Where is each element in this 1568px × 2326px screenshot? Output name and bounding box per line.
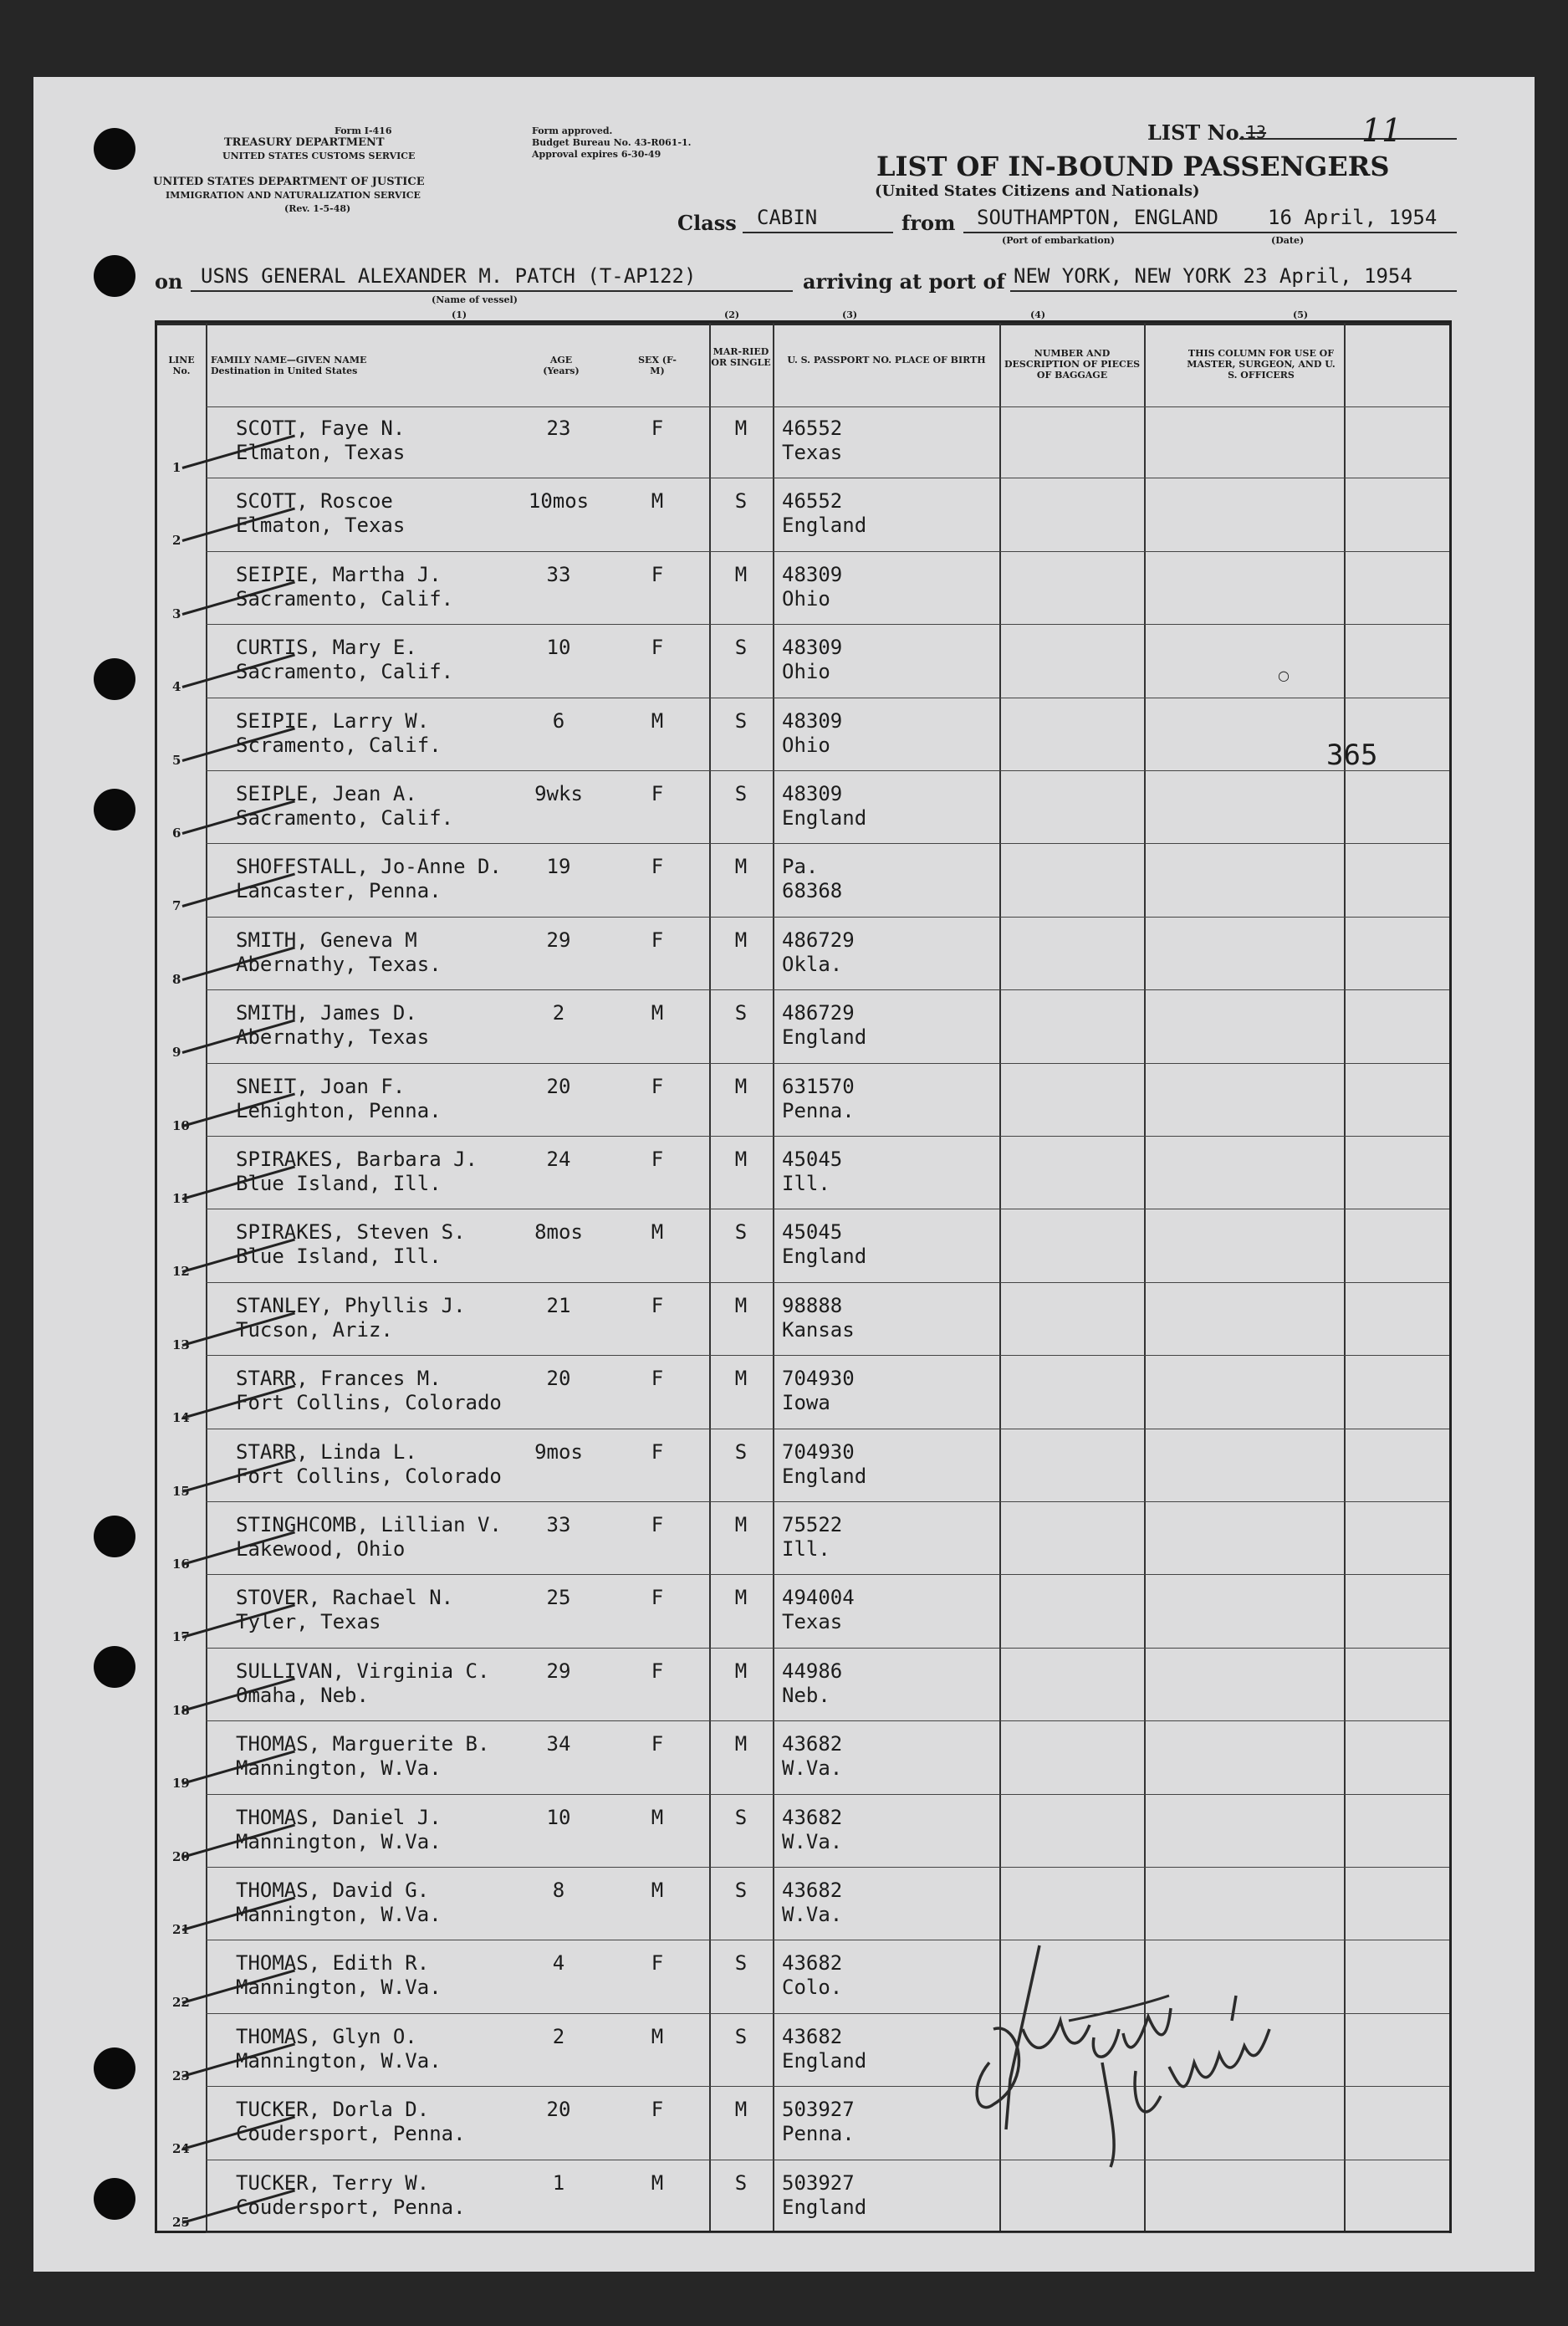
line-number: 16 — [172, 1557, 190, 1572]
binder-hole — [94, 2047, 135, 2089]
header-age: AGE (Years) — [543, 355, 580, 376]
binder-hole — [94, 789, 135, 831]
line-number: 9 — [172, 1045, 181, 1061]
form-id: Form I-416 — [335, 125, 392, 136]
binder-hole — [94, 1516, 135, 1557]
place-of-birth: Penna. — [782, 2122, 855, 2146]
passenger-age: 20 — [546, 1074, 571, 1098]
header-name: FAMILY NAME—GIVEN NAME Destination in United States — [211, 355, 367, 376]
place-of-birth: W.Va. — [782, 1903, 843, 1926]
marital-status: S — [734, 1001, 748, 1025]
passport-number: 48309 — [782, 708, 843, 733]
passenger-name: SHOFFSTALL, Jo-Anne D. — [236, 855, 502, 879]
passenger-name: SMITH, James D. — [236, 1001, 417, 1025]
passenger-name: STINGHCOMB, Lillian V. — [236, 1513, 502, 1536]
passport-number: 486729 — [782, 1001, 855, 1025]
line-number: 22 — [172, 1995, 190, 2011]
line-number: 11 — [172, 1191, 190, 1206]
passenger-sex: F — [651, 782, 664, 805]
passenger-destination: Sacramento, Calif. — [236, 660, 454, 684]
passenger-sex: F — [651, 928, 664, 952]
table-row — [157, 699, 1449, 772]
table-row — [157, 918, 1449, 991]
passenger-name: STANLEY, Phyllis J. — [236, 1293, 466, 1317]
col-num-3: (3) — [842, 309, 858, 320]
marital-status: M — [734, 417, 748, 440]
header-married: MAR-RIED OR SINGLE — [711, 346, 771, 368]
passenger-destination: Elmaton, Texas — [236, 441, 406, 464]
passenger-destination: Coudersport, Penna. — [236, 2122, 466, 2146]
passenger-sex: F — [651, 417, 664, 440]
line-number: 25 — [172, 2214, 190, 2230]
line-number: 4 — [172, 679, 181, 695]
passenger-name: CURTIS, Mary E. — [236, 636, 417, 660]
col-num-5: (5) — [1293, 309, 1309, 320]
customs-service: UNITED STATES CUSTOMS SERVICE — [222, 151, 416, 161]
passenger-name: SULLIVAN, Virginia C. — [236, 1659, 490, 1683]
line-number: 3 — [172, 606, 181, 621]
passenger-destination: Mannington, W.Va. — [236, 1976, 442, 2000]
list-no-new: 11 — [1361, 112, 1402, 149]
passenger-sex: F — [651, 1513, 664, 1536]
marital-status: M — [734, 1586, 748, 1610]
passenger-sex: F — [651, 1732, 664, 1756]
class-label: Class — [677, 211, 737, 235]
line-number: 2 — [172, 533, 181, 549]
ins-label: IMMIGRATION AND NATURALIZATION SERVICE — [166, 190, 421, 201]
passport-number: 48309 — [782, 782, 843, 805]
passenger-destination: Abernathy, Texas — [236, 1025, 430, 1050]
passenger-name: STARR, Frances M. — [236, 1367, 442, 1391]
passenger-destination: Tyler, Texas — [236, 1610, 381, 1634]
binder-hole — [94, 1646, 135, 1688]
list-no-old: 13 — [1246, 122, 1267, 142]
treasury-department: TREASURY DEPARTMENT — [224, 136, 385, 149]
passport-number: 631570 — [782, 1074, 855, 1098]
passenger-age: 2 — [552, 2024, 565, 2048]
passenger-age: 10 — [546, 636, 571, 660]
passenger-destination: Tucson, Ariz. — [236, 1317, 393, 1342]
place-of-birth: Ill. — [782, 1537, 830, 1561]
place-of-birth: 68368 — [782, 879, 843, 903]
passenger-destination: Fort Collins, Colorado — [236, 1464, 502, 1488]
passenger-sex: F — [651, 1659, 664, 1683]
marital-status: S — [734, 1805, 748, 1829]
passenger-name: THOMAS, Glyn O. — [236, 2024, 417, 2048]
place-of-birth: Texas — [782, 441, 843, 464]
place-of-birth: England — [782, 1025, 867, 1050]
budget-bureau: Budget Bureau No. 43-R061-1. — [532, 137, 692, 148]
passenger-sex: M — [651, 2170, 664, 2195]
passenger-sex: F — [651, 1951, 664, 1976]
passport-number: 46552 — [782, 417, 843, 440]
marital-status: M — [734, 2098, 748, 2122]
line-number: 23 — [172, 2068, 190, 2083]
line-number: 6 — [172, 826, 181, 841]
passport-number: 704930 — [782, 1367, 855, 1391]
passenger-sex: M — [651, 1001, 664, 1025]
place-of-birth: England — [782, 514, 867, 538]
vessel-caption: (Name of vessel) — [432, 294, 518, 305]
passenger-age: 1 — [552, 2170, 565, 2195]
passport-number: 48309 — [782, 636, 843, 660]
form-approved: Form approved. — [532, 125, 613, 136]
passenger-name: SEIPIE, Larry W. — [236, 708, 430, 733]
marital-status: S — [734, 782, 748, 805]
on-label: on — [155, 269, 183, 294]
passenger-destination: Sacramento, Calif. — [236, 806, 454, 830]
passenger-table — [155, 320, 1452, 2233]
passport-number: 43682 — [782, 2024, 843, 2048]
table-row — [157, 479, 1449, 552]
marital-status: M — [734, 562, 748, 586]
line-number: 1 — [172, 460, 181, 475]
passenger-age: 29 — [546, 928, 571, 952]
passenger-age: 25 — [546, 1586, 571, 1610]
marital-status: M — [734, 1293, 748, 1317]
passenger-destination: Mannington, W.Va. — [236, 1829, 442, 1853]
place-of-birth: Kansas — [782, 1317, 855, 1342]
passport-number: 44986 — [782, 1659, 843, 1683]
binder-hole — [94, 2178, 135, 2220]
passport-number: 46552 — [782, 489, 843, 514]
line-number: 14 — [172, 1410, 190, 1426]
date-caption: (Date) — [1271, 235, 1305, 246]
marital-status: S — [734, 489, 748, 514]
passenger-name: THOMAS, Edith R. — [236, 1951, 430, 1976]
table-row — [157, 1210, 1449, 1283]
passenger-age: 33 — [546, 1513, 571, 1536]
line-number: 15 — [172, 1483, 190, 1499]
approval-expires: Approval expires 6-30-49 — [532, 149, 661, 160]
table-row — [157, 772, 1449, 845]
passport-number: 45045 — [782, 1148, 843, 1171]
table-row — [157, 1430, 1449, 1503]
passenger-age: 4 — [552, 1951, 565, 1976]
passenger-destination: Blue Island, Ill. — [236, 1245, 442, 1269]
col-num-1: (1) — [452, 309, 467, 320]
table-row — [157, 553, 1449, 626]
small-mark: ○ — [1278, 667, 1290, 683]
passenger-age: 33 — [546, 562, 571, 586]
place-of-birth: Ohio — [782, 586, 830, 611]
table-row — [157, 991, 1449, 1064]
passenger-name: SEIPLE, Jean A. — [236, 782, 417, 805]
place-of-birth: Iowa — [782, 1391, 830, 1415]
marital-status: M — [734, 1732, 748, 1756]
marital-status: M — [734, 1148, 748, 1171]
line-number: 24 — [172, 2141, 190, 2157]
header-line-no: LINE No. — [168, 355, 195, 376]
signature — [943, 1929, 1378, 2180]
marital-status: M — [734, 928, 748, 952]
table-row — [157, 1576, 1449, 1649]
line-number: 13 — [172, 1337, 190, 1352]
officer-annotation-number: 365 — [1326, 739, 1378, 772]
table-row — [157, 1065, 1449, 1137]
passenger-age: 24 — [546, 1148, 571, 1171]
passenger-age: 10 — [546, 1805, 571, 1829]
passenger-name: STOVER, Rachael N. — [236, 1586, 454, 1610]
department-of-justice: UNITED STATES DEPARTMENT OF JUSTICE — [153, 176, 425, 188]
passenger-destination: Blue Island, Ill. — [236, 1172, 442, 1195]
passport-number: 98888 — [782, 1293, 843, 1317]
passenger-sex: F — [651, 855, 664, 879]
embarkation-date: 16 April, 1954 — [1268, 206, 1438, 229]
passenger-name: THOMAS, Marguerite B. — [236, 1732, 490, 1756]
passport-number: 43682 — [782, 1879, 843, 1902]
passenger-name: SCOTT, Faye N. — [236, 417, 406, 440]
place-of-birth: England — [782, 1245, 867, 1269]
passenger-destination: Lakewood, Ohio — [236, 1537, 406, 1561]
place-of-birth: Ill. — [782, 1172, 830, 1195]
passenger-name: SNEIT, Joan F. — [236, 1074, 406, 1098]
revision-date: (Rev. 1-5-48) — [284, 203, 351, 214]
passenger-sex: F — [651, 1148, 664, 1171]
passport-number: 75522 — [782, 1513, 843, 1536]
place-of-birth: Ohio — [782, 733, 830, 757]
passport-number: 43682 — [782, 1805, 843, 1829]
passenger-sex: M — [651, 1805, 664, 1829]
table-row — [157, 406, 1449, 479]
line-number: 19 — [172, 1776, 190, 1792]
port-of-embarkation: SOUTHAMPTON, ENGLAND — [977, 206, 1218, 229]
passport-number: 45045 — [782, 1220, 843, 1245]
table-row — [157, 1796, 1449, 1868]
table-row — [157, 1722, 1449, 1795]
binder-hole — [94, 658, 135, 700]
passport-number: 486729 — [782, 928, 855, 952]
binder-hole — [94, 255, 135, 297]
passenger-sex: F — [651, 1439, 664, 1464]
col-num-2: (2) — [724, 309, 740, 320]
line-number: 21 — [172, 1922, 190, 1937]
marital-status: M — [734, 1074, 748, 1098]
table-row — [157, 845, 1449, 918]
passenger-destination: Coudersport, Penna. — [236, 2195, 466, 2219]
passenger-sex: M — [651, 1220, 664, 1245]
table-row — [157, 1357, 1449, 1429]
marital-status: M — [734, 1659, 748, 1683]
line-number: 18 — [172, 1702, 190, 1718]
place-of-birth: Okla. — [782, 952, 843, 976]
passenger-destination: Mannington, W.Va. — [236, 2048, 442, 2073]
passenger-destination: Scramento, Calif. — [236, 733, 442, 757]
document-title: LIST OF IN-BOUND PASSENGERS — [876, 151, 1390, 182]
place-of-birth: England — [782, 2048, 867, 2073]
passenger-sex: F — [651, 2098, 664, 2122]
passenger-sex: M — [651, 708, 664, 733]
line-number: 7 — [172, 898, 181, 914]
passenger-age: 20 — [546, 2098, 571, 2122]
passenger-sex: M — [651, 1879, 664, 1902]
place-of-birth: Ohio — [782, 660, 830, 684]
passport-number: 503927 — [782, 2170, 855, 2195]
place-of-birth: W.Va. — [782, 1829, 843, 1853]
place-of-birth: W.Va. — [782, 1756, 843, 1781]
marital-status: M — [734, 1367, 748, 1391]
passenger-name: SCOTT, Roscoe — [236, 489, 393, 514]
header-baggage: NUMBER AND DESCRIPTION OF PIECES OF BAGGAGE — [1004, 348, 1141, 381]
marital-status: S — [734, 636, 748, 660]
table-row — [157, 626, 1449, 698]
line-number: 20 — [172, 1848, 190, 1864]
line-number: 10 — [172, 1117, 190, 1133]
passenger-age: 20 — [546, 1367, 571, 1391]
header-sex: SEX (F-M) — [638, 355, 677, 376]
passenger-sex: M — [651, 489, 664, 514]
marital-status: S — [734, 2170, 748, 2195]
table-row — [157, 1284, 1449, 1357]
passenger-age: 19 — [546, 855, 571, 879]
passenger-age: 29 — [546, 1659, 571, 1683]
passenger-age: 9wks — [534, 782, 583, 805]
passport-number: 494004 — [782, 1586, 855, 1610]
marital-status: S — [734, 708, 748, 733]
marital-status: S — [734, 1951, 748, 1976]
marital-status: M — [734, 1513, 748, 1536]
passenger-destination: Lehighton, Penna. — [236, 1098, 442, 1122]
passport-number: 48309 — [782, 562, 843, 586]
passenger-destination: Fort Collins, Colorado — [236, 1391, 502, 1415]
passport-number: 704930 — [782, 1439, 855, 1464]
from-label: from — [901, 211, 956, 235]
passenger-age: 10mos — [528, 489, 590, 514]
passenger-name: THOMAS, Daniel J. — [236, 1805, 442, 1829]
place-of-birth: Texas — [782, 1610, 843, 1634]
passport-number: Pa. — [782, 855, 819, 879]
passenger-sex: F — [651, 1586, 664, 1610]
line-number: 12 — [172, 1264, 190, 1280]
document-subtitle: (United States Citizens and Nationals) — [875, 182, 1200, 200]
table-row — [157, 1503, 1449, 1576]
line-number: 8 — [172, 971, 181, 987]
passenger-name: TUCKER, Terry W. — [236, 2170, 430, 2195]
passenger-sex: F — [651, 1293, 664, 1317]
passenger-name: SEIPIE, Martha J. — [236, 562, 442, 586]
place-of-birth: Penna. — [782, 1098, 855, 1122]
passenger-age: 8mos — [534, 1220, 583, 1245]
passenger-destination: Abernathy, Texas. — [236, 952, 442, 976]
line-number: 17 — [172, 1629, 190, 1645]
header-passport: U. S. PASSPORT NO. PLACE OF BIRTH — [787, 355, 986, 366]
table-row — [157, 1137, 1449, 1210]
passport-number: 503927 — [782, 2098, 855, 2122]
passenger-destination: Elmaton, Texas — [236, 514, 406, 538]
place-of-birth: England — [782, 2195, 867, 2219]
passenger-sex: F — [651, 1367, 664, 1391]
arrival-port-date: NEW YORK, NEW YORK 23 April, 1954 — [1014, 264, 1412, 288]
passenger-age: 8 — [552, 1879, 565, 1902]
passenger-age: 2 — [552, 1001, 565, 1025]
passenger-destination: Sacramento, Calif. — [236, 586, 454, 611]
binder-hole — [94, 128, 135, 170]
passenger-name: SPIRAKES, Barbara J. — [236, 1148, 478, 1171]
passenger-age: 34 — [546, 1732, 571, 1756]
passenger-age: 21 — [546, 1293, 571, 1317]
table-row — [157, 1649, 1449, 1722]
port-caption: (Port of embarkation) — [1002, 235, 1115, 246]
place-of-birth: England — [782, 806, 867, 830]
passenger-name: SMITH, Geneva M — [236, 928, 417, 952]
arriving-label: arriving at port of — [803, 269, 1005, 294]
passenger-sex: F — [651, 562, 664, 586]
marital-status: M — [734, 855, 748, 879]
col-num-4: (4) — [1030, 309, 1046, 320]
marital-status: S — [734, 1879, 748, 1902]
vessel-name: USNS GENERAL ALEXANDER M. PATCH (T-AP122) — [201, 264, 697, 288]
passenger-sex: F — [651, 1074, 664, 1098]
marital-status: S — [734, 1439, 748, 1464]
passenger-age: 6 — [552, 708, 565, 733]
passenger-sex: M — [651, 2024, 664, 2048]
passenger-age: 23 — [546, 417, 571, 440]
passenger-name: TUCKER, Dorla D. — [236, 2098, 430, 2122]
place-of-birth: Colo. — [782, 1976, 843, 2000]
passenger-name: STARR, Linda L. — [236, 1439, 417, 1464]
passenger-destination: Omaha, Neb. — [236, 1683, 369, 1707]
passport-number: 43682 — [782, 1951, 843, 1976]
marital-status: S — [734, 2024, 748, 2048]
passenger-destination: Mannington, W.Va. — [236, 1756, 442, 1781]
place-of-birth: England — [782, 1464, 867, 1488]
passport-number: 43682 — [782, 1732, 843, 1756]
passenger-sex: F — [651, 636, 664, 660]
passenger-age: 9mos — [534, 1439, 583, 1464]
passenger-name: SPIRAKES, Steven S. — [236, 1220, 466, 1245]
place-of-birth: Neb. — [782, 1683, 830, 1707]
passenger-name: THOMAS, David G. — [236, 1879, 430, 1902]
passenger-destination: Mannington, W.Va. — [236, 1903, 442, 1926]
passenger-destination: Lancaster, Penna. — [236, 879, 442, 903]
header-officers: THIS COLUMN FOR USE OF MASTER, SURGEON, AND U. S. OFFICERS — [1187, 348, 1336, 381]
list-no-label: LIST No. — [1147, 120, 1246, 145]
class-value: CABIN — [757, 206, 818, 229]
line-number: 5 — [172, 752, 181, 768]
marital-status: S — [734, 1220, 748, 1245]
